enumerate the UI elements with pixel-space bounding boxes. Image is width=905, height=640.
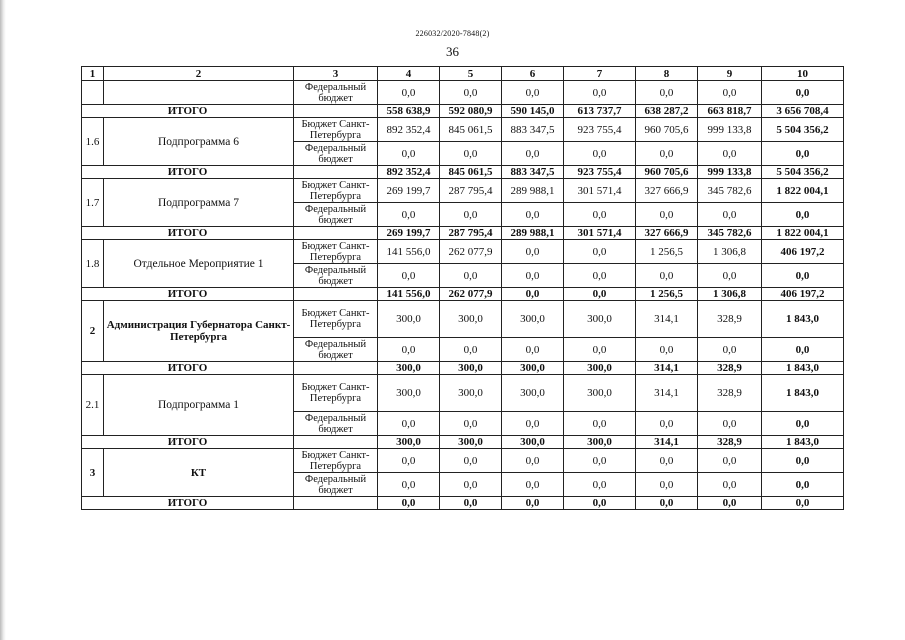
total-value-cell: 1 256,5: [636, 288, 698, 301]
budget-row: [82, 301, 844, 338]
value-cell: 0,0: [762, 473, 844, 497]
total-value-cell: 345 782,6: [698, 227, 762, 240]
program-name: Отдельное Мероприятие 1: [104, 240, 294, 288]
value-cell: 0,0: [762, 412, 844, 436]
value-cell: 328,9: [698, 375, 762, 412]
value-cell: 0,0: [636, 449, 698, 473]
total-value-cell: 613 737,7: [564, 105, 636, 118]
total-value-cell: 300,0: [502, 362, 564, 375]
value-cell: 1 843,0: [762, 375, 844, 412]
value-cell: 0,0: [636, 412, 698, 436]
total-value-cell: 883 347,5: [502, 166, 564, 179]
value-cell: 0,0: [762, 81, 844, 105]
funding-source: Бюджет Санкт-Петербурга: [294, 375, 378, 412]
column-header: 5: [440, 67, 502, 81]
value-cell: 1 256,5: [636, 240, 698, 264]
value-cell: 0,0: [636, 81, 698, 105]
value-cell: 300,0: [502, 301, 564, 338]
value-cell: 0,0: [564, 264, 636, 288]
funding-source: Федеральный бюджет: [294, 142, 378, 166]
funding-source: Федеральный бюджет: [294, 264, 378, 288]
total-value-cell: 592 080,9: [440, 105, 502, 118]
total-value-cell: 0,0: [564, 288, 636, 301]
total-label: ИТОГО: [82, 288, 294, 301]
value-cell: 0,0: [502, 81, 564, 105]
value-cell: 141 556,0: [378, 240, 440, 264]
value-cell: 0,0: [440, 338, 502, 362]
column-header: 1: [82, 67, 104, 81]
funding-source: Бюджет Санкт-Петербурга: [294, 118, 378, 142]
total-row: [82, 497, 844, 510]
total-value-cell: 300,0: [378, 362, 440, 375]
total-value-cell: 1 843,0: [762, 362, 844, 375]
budget-row: [82, 375, 844, 412]
column-header: 10: [762, 67, 844, 81]
value-cell: 0,0: [698, 264, 762, 288]
total-value-cell: 0,0: [698, 497, 762, 510]
total-value-cell: 300,0: [564, 436, 636, 449]
total-value-cell: 0,0: [502, 288, 564, 301]
total-spacer-cell: [294, 105, 378, 118]
total-value-cell: 0,0: [636, 497, 698, 510]
row-number-cell: [82, 81, 104, 105]
value-cell: 0,0: [440, 449, 502, 473]
value-cell: 0,0: [636, 203, 698, 227]
value-cell: 0,0: [564, 203, 636, 227]
value-cell: 892 352,4: [378, 118, 440, 142]
total-value-cell: 327 666,9: [636, 227, 698, 240]
total-value-cell: 300,0: [502, 436, 564, 449]
value-cell: 0,0: [440, 142, 502, 166]
total-value-cell: 314,1: [636, 436, 698, 449]
value-cell: 314,1: [636, 301, 698, 338]
table-body: [82, 67, 844, 510]
value-cell: 0,0: [502, 240, 564, 264]
total-value-cell: 999 133,8: [698, 166, 762, 179]
column-header: 9: [698, 67, 762, 81]
row-number: 3: [82, 449, 104, 497]
total-value-cell: 0,0: [564, 497, 636, 510]
value-cell: 0,0: [698, 473, 762, 497]
value-cell: 0,0: [564, 338, 636, 362]
program-name: Подпрограмма 1: [104, 375, 294, 436]
funding-source: Бюджет Санкт-Петербурга: [294, 449, 378, 473]
value-cell: 0,0: [502, 473, 564, 497]
value-cell: 0,0: [564, 449, 636, 473]
budget-row: [82, 240, 844, 264]
value-cell: 406 197,2: [762, 240, 844, 264]
total-value-cell: 328,9: [698, 362, 762, 375]
total-value-cell: 314,1: [636, 362, 698, 375]
total-label: ИТОГО: [82, 227, 294, 240]
total-value-cell: 1 822 004,1: [762, 227, 844, 240]
total-value-cell: 960 705,6: [636, 166, 698, 179]
column-header: 6: [502, 67, 564, 81]
total-value-cell: 141 556,0: [378, 288, 440, 301]
total-row: [82, 166, 844, 179]
budget-table: [81, 66, 844, 510]
value-cell: 0,0: [502, 449, 564, 473]
total-value-cell: 287 795,4: [440, 227, 502, 240]
value-cell: 960 705,6: [636, 118, 698, 142]
column-header: 8: [636, 67, 698, 81]
total-value-cell: 1 306,8: [698, 288, 762, 301]
value-cell: 314,1: [636, 375, 698, 412]
program-name: Подпрограмма 7: [104, 179, 294, 227]
value-cell: 0,0: [440, 412, 502, 436]
value-cell: 0,0: [698, 449, 762, 473]
total-value-cell: 300,0: [564, 362, 636, 375]
value-cell: 1 306,8: [698, 240, 762, 264]
column-header: 3: [294, 67, 378, 81]
funding-source: Федеральный бюджет: [294, 203, 378, 227]
row-number: 1.6: [82, 118, 104, 166]
total-value-cell: 0,0: [440, 497, 502, 510]
value-cell: 0,0: [378, 338, 440, 362]
total-value-cell: 300,0: [378, 436, 440, 449]
value-cell: 0,0: [762, 338, 844, 362]
total-label: ИТОГО: [82, 362, 294, 375]
value-cell: 0,0: [698, 338, 762, 362]
value-cell: 883 347,5: [502, 118, 564, 142]
value-cell: 0,0: [762, 203, 844, 227]
total-value-cell: 300,0: [440, 362, 502, 375]
value-cell: 287 795,4: [440, 179, 502, 203]
value-cell: 0,0: [564, 142, 636, 166]
value-cell: 0,0: [502, 264, 564, 288]
funding-source: Федеральный бюджет: [294, 473, 378, 497]
total-value-cell: 0,0: [502, 497, 564, 510]
total-value-cell: 0,0: [762, 497, 844, 510]
program-name: Подпрограмма 6: [104, 118, 294, 166]
total-value-cell: 289 988,1: [502, 227, 564, 240]
row-number: 1.8: [82, 240, 104, 288]
value-cell: 845 061,5: [440, 118, 502, 142]
value-cell: 300,0: [564, 375, 636, 412]
total-value-cell: 1 843,0: [762, 436, 844, 449]
value-cell: 1 822 004,1: [762, 179, 844, 203]
total-spacer-cell: [294, 166, 378, 179]
row-number: 1.7: [82, 179, 104, 227]
total-label: ИТОГО: [82, 166, 294, 179]
value-cell: 0,0: [440, 473, 502, 497]
total-row: [82, 288, 844, 301]
total-value-cell: 5 504 356,2: [762, 166, 844, 179]
total-value-cell: 558 638,9: [378, 105, 440, 118]
value-cell: 300,0: [378, 301, 440, 338]
value-cell: 300,0: [502, 375, 564, 412]
budget-row: [82, 118, 844, 142]
total-spacer-cell: [294, 227, 378, 240]
total-value-cell: 590 145,0: [502, 105, 564, 118]
total-value-cell: 923 755,4: [564, 166, 636, 179]
total-label: ИТОГО: [82, 497, 294, 510]
value-cell: 0,0: [502, 203, 564, 227]
value-cell: 0,0: [698, 81, 762, 105]
value-cell: 0,0: [378, 412, 440, 436]
value-cell: 0,0: [636, 338, 698, 362]
value-cell: 0,0: [698, 203, 762, 227]
total-value-cell: 892 352,4: [378, 166, 440, 179]
value-cell: 0,0: [636, 473, 698, 497]
total-spacer-cell: [294, 497, 378, 510]
total-value-cell: 328,9: [698, 436, 762, 449]
value-cell: 0,0: [378, 449, 440, 473]
funding-source: Федеральный бюджет: [294, 412, 378, 436]
value-cell: 0,0: [636, 142, 698, 166]
column-header: 2: [104, 67, 294, 81]
total-spacer-cell: [294, 288, 378, 301]
value-cell: 0,0: [502, 412, 564, 436]
value-cell: 0,0: [440, 81, 502, 105]
value-cell: 0,0: [440, 203, 502, 227]
total-value-cell: 406 197,2: [762, 288, 844, 301]
total-label: ИТОГО: [82, 105, 294, 118]
total-row: [82, 436, 844, 449]
total-value-cell: 845 061,5: [440, 166, 502, 179]
value-cell: 328,9: [698, 301, 762, 338]
budget-row: [82, 81, 844, 105]
row-number: 2.1: [82, 375, 104, 436]
value-cell: 0,0: [378, 203, 440, 227]
value-cell: 0,0: [564, 81, 636, 105]
program-name: Администрация Губернатора Санкт-Петербурга: [104, 301, 294, 362]
value-cell: 0,0: [698, 412, 762, 436]
column-header: 4: [378, 67, 440, 81]
value-cell: 923 755,4: [564, 118, 636, 142]
value-cell: 0,0: [564, 412, 636, 436]
total-value-cell: 3 656 708,4: [762, 105, 844, 118]
value-cell: 0,0: [502, 142, 564, 166]
total-value-cell: 663 818,7: [698, 105, 762, 118]
program-name-cell: [104, 81, 294, 105]
value-cell: 269 199,7: [378, 179, 440, 203]
value-cell: 262 077,9: [440, 240, 502, 264]
value-cell: 327 666,9: [636, 179, 698, 203]
funding-source: Бюджет Санкт-Петербурга: [294, 301, 378, 338]
value-cell: 300,0: [564, 301, 636, 338]
budget-row: [82, 449, 844, 473]
total-row: [82, 105, 844, 118]
value-cell: 1 843,0: [762, 301, 844, 338]
value-cell: 999 133,8: [698, 118, 762, 142]
value-cell: 300,0: [440, 301, 502, 338]
row-number: 2: [82, 301, 104, 362]
budget-row: [82, 179, 844, 203]
value-cell: 0,0: [378, 473, 440, 497]
value-cell: 0,0: [564, 240, 636, 264]
value-cell: 301 571,4: [564, 179, 636, 203]
funding-source: Бюджет Санкт-Петербурга: [294, 179, 378, 203]
value-cell: 0,0: [378, 81, 440, 105]
value-cell: 0,0: [636, 264, 698, 288]
total-value-cell: 300,0: [440, 436, 502, 449]
total-spacer-cell: [294, 436, 378, 449]
funding-source: Федеральный бюджет: [294, 338, 378, 362]
total-value-cell: 638 287,2: [636, 105, 698, 118]
total-value-cell: 262 077,9: [440, 288, 502, 301]
value-cell: 300,0: [378, 375, 440, 412]
value-cell: 0,0: [762, 264, 844, 288]
value-cell: 0,0: [378, 142, 440, 166]
funding-source: Бюджет Санкт-Петербурга: [294, 240, 378, 264]
total-spacer-cell: [294, 362, 378, 375]
total-value-cell: 301 571,4: [564, 227, 636, 240]
value-cell: 0,0: [698, 142, 762, 166]
document-id: 226032/2020-7848(2): [415, 29, 490, 38]
total-row: [82, 227, 844, 240]
value-cell: 0,0: [762, 142, 844, 166]
table-header-row: [82, 67, 844, 81]
value-cell: 0,0: [440, 264, 502, 288]
value-cell: 345 782,6: [698, 179, 762, 203]
total-value-cell: 0,0: [378, 497, 440, 510]
column-header: 7: [564, 67, 636, 81]
total-row: [82, 362, 844, 375]
total-label: ИТОГО: [82, 436, 294, 449]
value-cell: 0,0: [564, 473, 636, 497]
value-cell: 5 504 356,2: [762, 118, 844, 142]
total-value-cell: 269 199,7: [378, 227, 440, 240]
page-number: 36: [446, 44, 459, 59]
scan-edge: [0, 0, 6, 640]
value-cell: 300,0: [440, 375, 502, 412]
value-cell: 0,0: [762, 449, 844, 473]
value-cell: 0,0: [378, 264, 440, 288]
funding-source: Федеральный бюджет: [294, 81, 378, 105]
value-cell: 289 988,1: [502, 179, 564, 203]
value-cell: 0,0: [502, 338, 564, 362]
program-name: КТ: [104, 449, 294, 497]
